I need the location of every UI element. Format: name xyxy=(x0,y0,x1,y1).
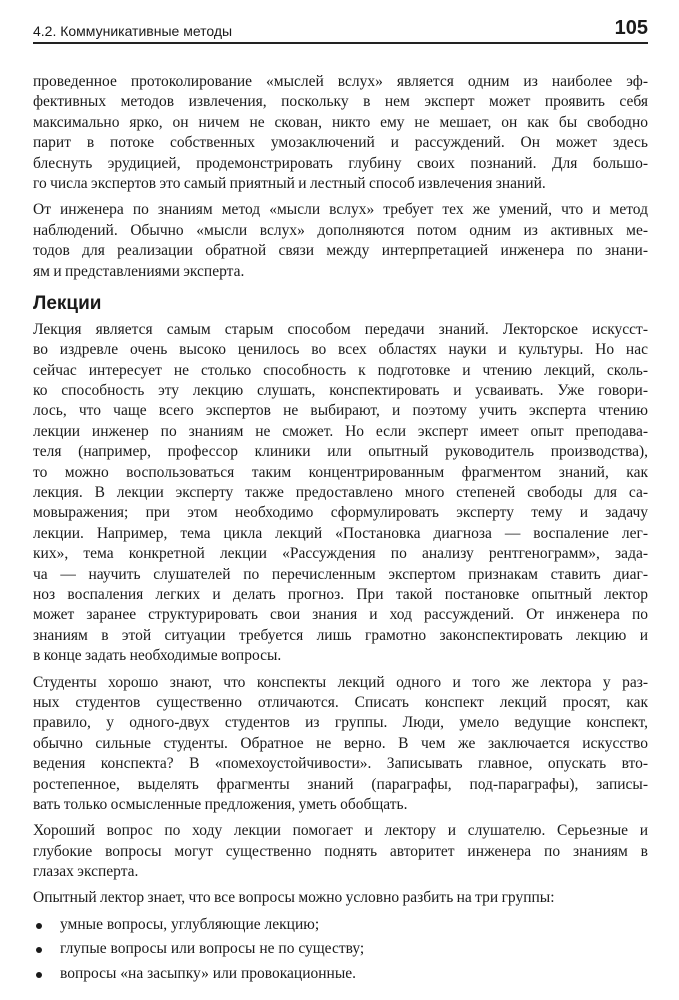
text-line: в конце задать необходимые вопросы. xyxy=(33,647,282,665)
text-line: знаниям в этой ситуации требуется лишь грамотно законспектировать лекцию и xyxy=(33,626,648,644)
paragraph xyxy=(33,200,648,282)
text-line: во издревле очень высоко ценилось во всех областях науки и культуры. Но нас xyxy=(33,341,648,359)
bullet-item: умные вопросы, углубляющие лекцию; xyxy=(33,915,648,935)
bullet-list xyxy=(33,915,648,984)
text-line: правило, у одного-двух студентов из группы. Люди, умело ведущие конспект, xyxy=(33,714,648,732)
text-line: то можно воспользоваться таким концентрированным фрагментом знаний, как xyxy=(33,463,648,481)
text-line: лекции инженер по знаниям не сможет. Но если эксперт имеет опыт преподава- xyxy=(33,422,648,440)
page-body xyxy=(33,72,648,988)
text-line: тодов для реализации обратной связи между интерпретацией инженера по знани- xyxy=(33,242,648,260)
text-line: Студенты хорошо знают, что конспекты лекций одного и того же лектора у раз- xyxy=(33,673,648,691)
page-number: 105 xyxy=(614,17,648,39)
text-line: Хороший вопрос по ходу лекции помогает и лектору и слушателю. Серьезные и xyxy=(33,822,648,840)
text-line: го числа экспертов это самый приятный и лестный способ извлечения знаний. xyxy=(33,174,546,192)
text-line: может заранее структурировать свои знания и ход рассуждений. От инженера по xyxy=(33,606,648,624)
paragraph xyxy=(33,673,648,816)
text-line: ко способность эту лекцию слушать, конспектировать и усваивать. Уже говори- xyxy=(33,382,648,400)
text-line: фективных методов извлечения, поскольку в нем эксперт может проявить себя xyxy=(33,93,648,111)
text-line: Опытный лектор знает, что все вопросы можно условно разбить на три группы: xyxy=(33,889,555,907)
section-heading: Лекции xyxy=(33,292,102,314)
text-line: мовыражения; при этом необходимо сформулировать эксперту тему и задачу xyxy=(33,504,648,522)
text-line: вать только осмысленные предложения, уметь обобщать. xyxy=(33,795,408,813)
paragraph xyxy=(33,72,648,194)
text-line: Лекция является самым старым способом передачи знаний. Лекторское искусст- xyxy=(33,320,648,338)
bullet-item: вопросы «на засыпку» или провокационные. xyxy=(33,964,648,984)
text-line: максимально ярко, он ничем не скован, никто ему не мешает, он как бы свободно xyxy=(33,113,648,131)
text-line: глазах эксперта. xyxy=(33,863,139,881)
text-line: сейчас интересует не столько способность к подготовке и чтению лекций, сколь- xyxy=(33,361,648,379)
text-line: лось, что чаще всего экспертов не выбирают, и поэтому учить эксперта чтению xyxy=(33,402,648,420)
text-line: теля (например, профессор клиники или опытный руководитель производства), xyxy=(33,443,648,461)
text-line: ростепенное, выделять фрагменты знаний (параграфы, под-параграфы), записы- xyxy=(33,775,648,793)
text-line: обычно сильные студенты. Обратное не верно. В чем же заключается искусство xyxy=(33,734,648,752)
text-line: От инженера по знаниям метод «мысли вслух» требует тех же умений, что и метод xyxy=(33,201,648,219)
section-title: 4.2. Коммуникативные методы xyxy=(33,23,233,39)
bullet-item: глупые вопросы или вопросы не по существу; xyxy=(33,939,648,959)
paragraph xyxy=(33,888,648,908)
text-line: ких», тема конкретной лекции «Рассуждения по анализу рентгенограмм», зада- xyxy=(33,545,648,563)
text-line: парит в потоке собственных умозаключений и рассуждений. Он может здесь xyxy=(33,134,648,152)
text-line: ведения конспекта? В «помехоустойчивости». Записывать главное, опускать вто- xyxy=(33,755,648,773)
text-line: ча — научить слушателей по перечисленным экспертом признакам ставить диаг- xyxy=(33,565,648,583)
text-line: проведенное протоколирование «мыслей вслух» является одним из наиболее эф- xyxy=(33,73,648,90)
text-line: лекции. Например, тема цикла лекций «Постановка диагноза — воспаление лег- xyxy=(33,524,648,542)
text-line: блеснуть эрудицией, продемонстрировать глубину своих познаний. Для большо- xyxy=(33,154,648,172)
text-line: ям и представлениями эксперта. xyxy=(33,262,245,280)
text-line: глубокие вопросы могут существенно поднять авторитет инженера по знаниям в xyxy=(33,842,648,860)
running-header xyxy=(33,18,648,44)
text-line: ных студентов существенно отличаются. Списать конспект лекций просят, как xyxy=(33,693,648,711)
paragraph xyxy=(33,320,648,667)
text-line: наблюдений. Обычно «мысли вслух» дополняются потом одним из активных ме- xyxy=(33,221,648,239)
paragraph xyxy=(33,821,648,882)
text-line: ноз воспаления легких и делать прогноз. При такой постановке опытный лектор xyxy=(33,585,648,603)
text-line: лекция. В лекции эксперту также предоставлено много степеней свободы для са- xyxy=(33,484,648,502)
